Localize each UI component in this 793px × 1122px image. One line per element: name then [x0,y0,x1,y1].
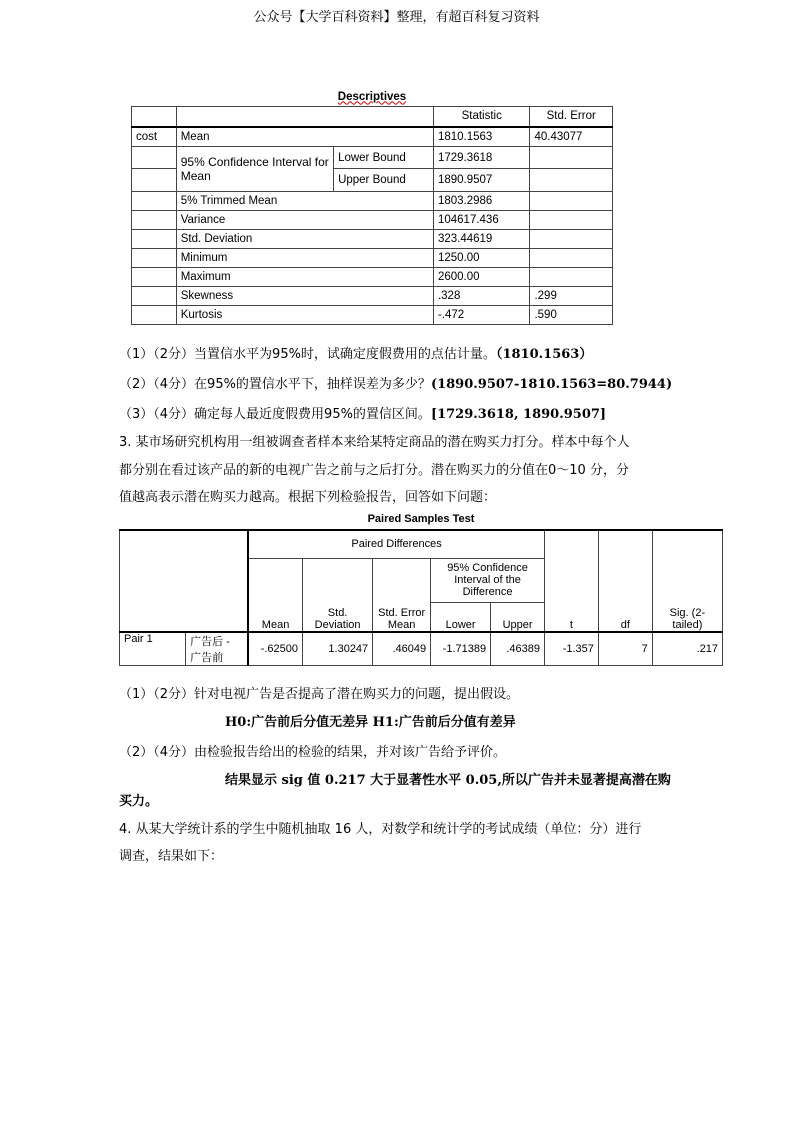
value-cell: .46049 [373,632,431,666]
table-title: Descriptives [337,90,407,103]
col-header: Std. Deviation [303,558,373,632]
value-cell: 7 [598,632,652,666]
ci-label: 95% Confidence Interval for Mean [176,147,333,192]
header-std-error: Std. Error [530,107,613,127]
row-label: Lower Bound [334,147,434,169]
paired-samples-table [119,508,723,666]
value-cell: 1.30247 [303,632,373,666]
stat-cell: 1890.9507 [433,169,529,192]
value-cell: -1.71389 [431,632,491,666]
col-header: Lower [431,602,491,632]
row-label: Kurtosis [176,306,433,325]
stat-cell: -.472 [433,306,529,325]
question-text: （1）（2分）当置信水平为95%时，试确定度假费用的点估计量。 [119,347,496,362]
col-header: t [545,530,599,632]
ci-header: 95% Confidence Interval of the Difference [431,558,545,602]
paragraph: 3. 某市场研究机构用一组被调查者样本来给某特定商品的潜在购买力打分。样本中每个人 [119,435,630,450]
paragraph: 调查，结果如下： [119,849,224,864]
col-header: Upper [491,602,545,632]
answer-text: （1810.1563） [495,347,593,362]
answer-text: [1729.3618, 1890.9507] [430,407,607,422]
paragraph: 都分别在看过该产品的新的电视广告之前与之后打分。潜在购买力的分值在0～10 分，分 [119,463,629,478]
page-header: 公众号【大学百科资料】整理，有超百科复习资料 [253,10,540,25]
pair-name: Pair 1 [120,632,186,666]
row-label: Variance [176,211,433,230]
row-label: Upper Bound [334,169,434,192]
stat-cell: 1729.3618 [433,147,529,169]
variable-name: cost [132,127,177,147]
descriptives-table [131,87,613,325]
value-cell: -1.357 [545,632,599,666]
header-statistic: Statistic [433,107,529,127]
stat-cell: 1250.00 [433,249,529,268]
row-label: Skewness [176,287,433,306]
stat-cell: 104617.436 [433,211,529,230]
stat-cell: .328 [433,287,529,306]
paragraph: （1）（2分）针对电视广告是否提高了潜在购买力的问题，提出假设。 [119,687,520,702]
question-text: （2）（4分）在95%的置信水平下，抽样误差为多少？ [119,377,431,392]
paragraph: 值越高表示潜在购买力越高。根据下列检验报告，回答如下问题： [119,490,497,505]
answer-text: H0:广告前后分值无差异 H1:广告前后分值有差异 [225,715,516,730]
answer-text: 买力。 [119,794,159,809]
se-cell: 40.43077 [530,127,613,147]
answer-text: (1890.9507-1810.1563=80.7944) [430,377,673,392]
row-label: 5% Trimmed Mean [176,192,433,211]
se-cell: .590 [530,306,613,325]
row-label: Mean [176,127,433,147]
se-cell: .299 [530,287,613,306]
value-cell: -.62500 [248,632,302,666]
group-header: Paired Differences [248,530,544,558]
row-label: Std. Deviation [176,230,433,249]
col-header: Sig. (2-tailed) [652,530,722,632]
pair-label: 广告后 - 广告前 [186,632,249,666]
answer-text: 结果显示 sig 值 0.217 大于显著性水平 0.05,所以广告并未显著提高潜在购 [225,773,671,788]
table-title: Paired Samples Test [367,512,475,525]
stat-cell: 1810.1563 [433,127,529,147]
col-header: Mean [248,558,302,632]
row-label: Maximum [176,268,433,287]
question-2 [119,373,672,392]
stat-cell: 2600.00 [433,268,529,287]
question-3 [119,403,606,422]
stat-cell: 1803.2986 [433,192,529,211]
col-header: df [598,530,652,632]
value-cell: .46389 [491,632,545,666]
paragraph: （2）（4分）由检验报告给出的检验的结果，并对该广告给予评价。 [119,745,507,760]
value-cell: .217 [652,632,722,666]
paragraph: 4. 从某大学统计系的学生中随机抽取 16 人，对数学和统计学的考试成绩（单位：分）进行 [119,822,642,837]
row-label: Minimum [176,249,433,268]
question-1 [119,343,592,362]
stat-cell: 323.44619 [433,230,529,249]
question-text: （3）（4分）确定每人最近度假费用95%的置信区间。 [119,407,431,422]
col-header: Std. Error Mean [373,558,431,632]
